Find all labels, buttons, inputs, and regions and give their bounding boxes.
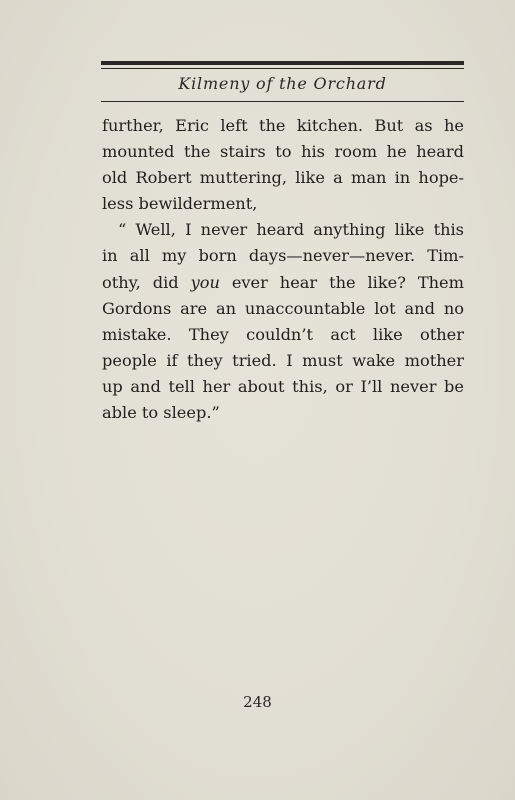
text-line-with-emphasis xyxy=(102,270,464,296)
text-line: mistake. They couldn’t act like other xyxy=(102,324,464,344)
text-line: mounted the stairs to his room he heard xyxy=(102,142,464,162)
header-rule-thin xyxy=(101,68,464,69)
text-line: up and tell her about this, or I’ll never be xyxy=(102,376,464,396)
text-segment: othy, did xyxy=(102,272,179,292)
header-rule-bottom xyxy=(101,101,464,102)
text-line: “ Well, I never heard anything like this xyxy=(118,220,464,240)
text-line: old Robert muttering, like a man in hope- xyxy=(102,168,464,188)
text-line: Gordons are an unaccountable lot and no xyxy=(102,298,464,318)
text-line: in all my born days—never—never. Tim- xyxy=(102,246,464,266)
page-number: 248 xyxy=(243,693,272,711)
running-title: Kilmeny of the Orchard xyxy=(178,74,387,93)
text-line: less bewilderment, xyxy=(102,194,258,214)
text-segment: ever hear the like? Them xyxy=(231,272,464,292)
text-line: further, Eric left the kitchen. But as he xyxy=(102,116,464,135)
header-rule-thick xyxy=(101,61,464,65)
text-line: able to sleep.” xyxy=(102,403,220,423)
body-text xyxy=(102,113,464,426)
text-line: people if they tried. I must wake mother xyxy=(102,350,464,370)
emphasized-word: you xyxy=(190,272,220,292)
